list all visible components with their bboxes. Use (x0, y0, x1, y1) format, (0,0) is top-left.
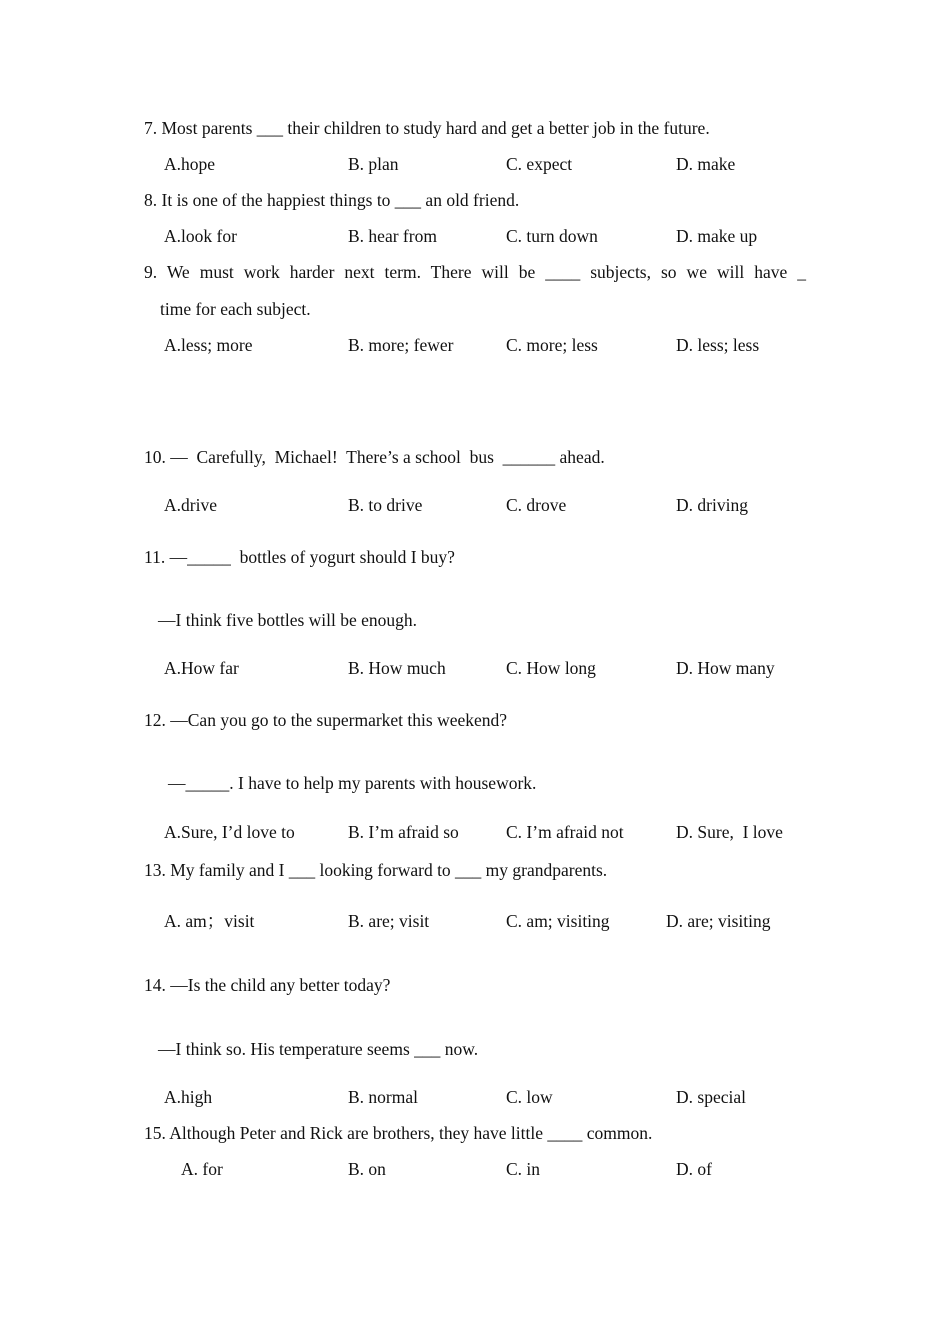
question-7-option-b: B. plan (348, 154, 399, 174)
question-13-option-a: A. am；visit (164, 911, 255, 931)
question-13-option-b: B. are; visit (348, 911, 430, 931)
question-8-option-b: B. hear from (348, 226, 437, 246)
question-7-option-d: D. make (676, 154, 736, 174)
question-11-reply: —I think five bottles will be enough. (158, 610, 418, 630)
question-10-option-d: D. driving (676, 495, 748, 515)
question-11-option-c: C. How long (506, 658, 596, 678)
question-10-stem: 10. — Carefully, Michael! There’s a school bus ______ ahead. (144, 447, 605, 467)
question-15-option-d: D. of (676, 1159, 712, 1179)
question-12-option-d: D. Sure, I love (676, 822, 783, 842)
question-11-stem: 11. —_____ bottles of yogurt should I buy? (144, 547, 455, 567)
question-12-stem: 12. —Can you go to the supermarket this weekend? (144, 710, 508, 730)
question-9-stem-continued: time for each subject. (160, 299, 311, 319)
question-14-stem: 14. —Is the child any better today? (144, 975, 391, 995)
question-13-option-c: C. am; visiting (506, 911, 610, 931)
question-14-reply: —I think so. His temperature seems ___ now. (158, 1039, 479, 1059)
question-11-option-d: D. How many (676, 658, 775, 678)
question-8-option-a: A.look for (164, 226, 237, 246)
question-12-option-b: B. I’m afraid so (348, 822, 459, 842)
question-10-option-a: A.drive (164, 495, 217, 515)
question-7-option-a: A.hope (164, 154, 216, 174)
question-12-option-a: A.Sure, I’d love to (164, 822, 295, 842)
question-9-stem: 9. We must work harder next term. There will be ____ subjects, so we will have _ (144, 262, 806, 282)
question-12-reply: —_____. I have to help my parents with housework. (168, 773, 537, 793)
question-11-option-a: A.How far (164, 658, 239, 678)
question-14-option-d: D. special (676, 1087, 746, 1107)
question-9-option-a: A.less; more (164, 335, 253, 355)
question-13-stem: 13. My family and I ___ looking forward to ___ my grandparents. (144, 860, 608, 880)
question-15-stem: 15. Although Peter and Rick are brothers, they have little ____ common. (144, 1123, 653, 1143)
question-8-option-c: C. turn down (506, 226, 598, 246)
question-15-option-c: C. in (506, 1159, 541, 1179)
question-13-option-d: D. are; visiting (666, 911, 771, 931)
question-9-option-b: B. more; fewer (348, 335, 454, 355)
question-7-stem: 7. Most parents ___ their children to study hard and get a better job in the future. (144, 118, 710, 138)
question-9-option-d: D. less; less (676, 335, 760, 355)
question-8-stem: 8. It is one of the happiest things to ___ an old friend. (144, 190, 520, 210)
question-14-option-a: A.high (164, 1087, 213, 1107)
question-10-option-c: C. drove (506, 495, 567, 515)
question-15-option-a: A. for (181, 1159, 223, 1179)
question-7-option-c: C. expect (506, 154, 573, 174)
question-10-option-b: B. to drive (348, 495, 423, 515)
question-9-option-c: C. more; less (506, 335, 598, 355)
question-14-option-b: B. normal (348, 1087, 418, 1107)
question-15-option-b: B. on (348, 1159, 386, 1179)
question-14-option-c: C. low (506, 1087, 553, 1107)
question-12-option-c: C. I’m afraid not (506, 822, 624, 842)
question-8-option-d: D. make up (676, 226, 758, 246)
question-11-option-b: B. How much (348, 658, 446, 678)
